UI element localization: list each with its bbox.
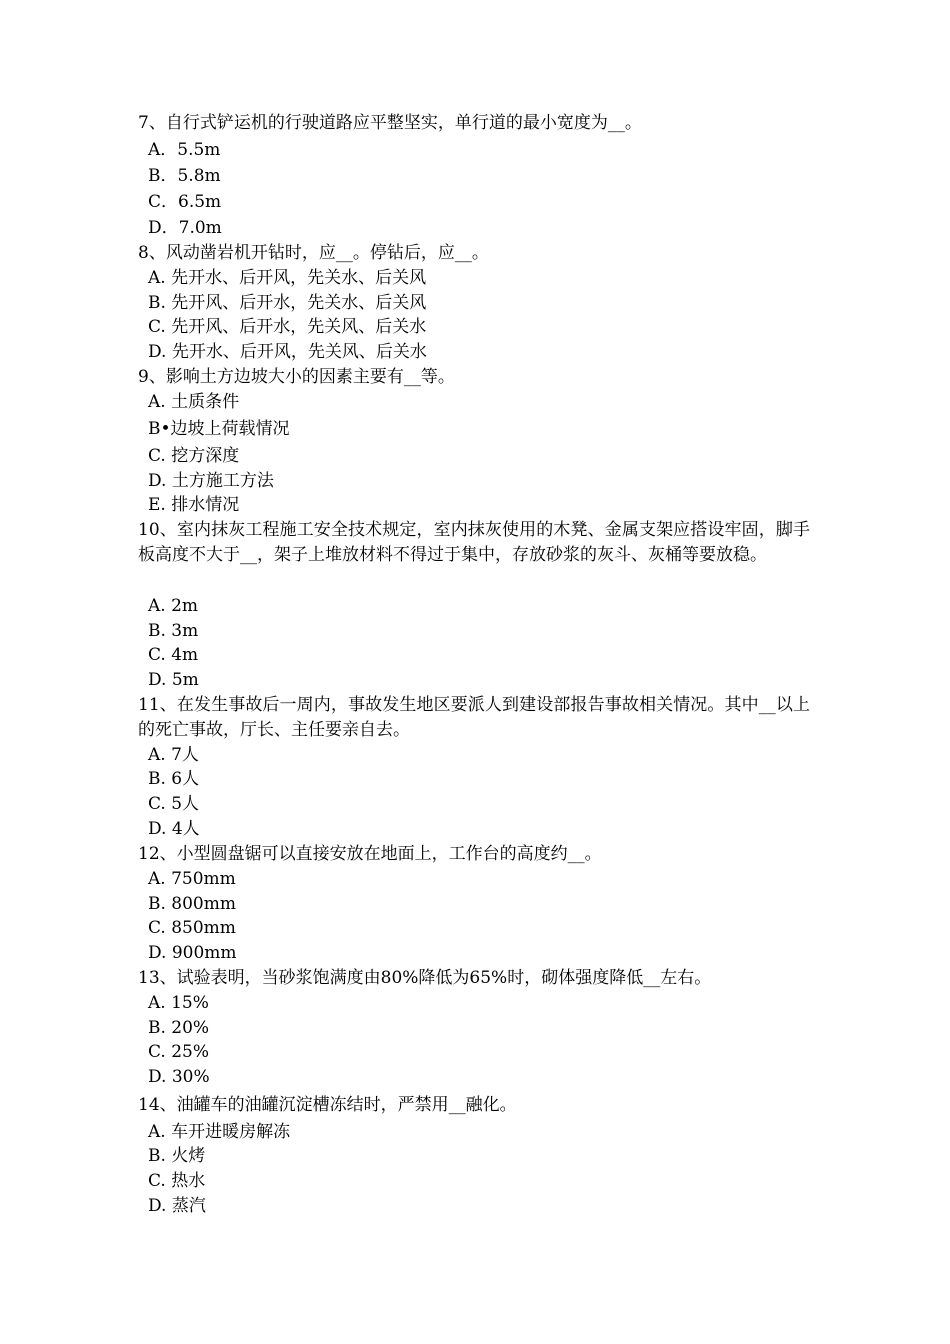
question-12: 12、小型圆盘锯可以直接安放在地面上，工作台的高度约__。 — [138, 844, 602, 864]
option-10d: D. 5m — [148, 670, 199, 690]
option-7a: A．5.5m — [148, 140, 221, 160]
option-13b: B. 20% — [148, 1018, 210, 1038]
option-11b: B. 6人 — [148, 769, 200, 789]
option-8c: C. 先开风、后开水，先关风、后关水 — [148, 317, 427, 337]
option-12c: C. 850mm — [148, 918, 236, 938]
option-12d: D. 900mm — [148, 943, 237, 963]
option-7b: B．5.8m — [148, 166, 221, 186]
option-9e: E. 排水情况 — [148, 495, 240, 515]
question-9: 9、影响土方边坡大小的因素主要有__等。 — [138, 367, 455, 387]
option-9a: A. 土质条件 — [148, 392, 240, 412]
option-11c: C. 5人 — [148, 794, 200, 814]
question-7: 7、自行式铲运机的行驶道路应平整坚实，单行道的最小宽度为__。 — [138, 113, 642, 133]
option-14d: D. 蒸汽 — [148, 1196, 206, 1216]
option-9b: B•边坡上荷载情况 — [148, 419, 290, 439]
option-11d: D. 4人 — [148, 819, 200, 839]
option-8b: B. 先开风、后开水，先关水、后关风 — [148, 293, 427, 313]
option-12a: A. 750mm — [148, 869, 236, 889]
option-9c: C. 挖方深度 — [148, 446, 240, 466]
option-7d: D．7.0m — [148, 218, 222, 238]
option-13c: C. 25% — [148, 1042, 209, 1062]
option-8a: A. 先开水、后开风，先关水、后关风 — [148, 268, 427, 288]
option-8d: D. 先开水、后开风，先关风、后关水 — [148, 342, 427, 362]
question-10: 10、室内抹灰工程施工安全技术规定，室内抹灰使用的木凳、金属支架应搭设牢固，脚手板高度不大于__，架子上堆放材料不得过于集中，存放砂浆的灰斗、灰桶等要放稳。 — [138, 520, 810, 565]
option-7c: C．6.5m — [148, 192, 222, 212]
question-8: 8、风动凿岩机开钻时，应__。停钻后，应__。 — [138, 243, 489, 263]
option-14a: A. 车开进暖房解冻 — [148, 1122, 291, 1142]
option-10a: A. 2m — [148, 596, 199, 616]
option-10c: C. 4m — [148, 645, 199, 665]
option-12b: B. 800mm — [148, 894, 236, 914]
option-10b: B. 3m — [148, 621, 199, 641]
question-11: 11、在发生事故后一周内，事故发生地区要派人到建设部报告事故相关情况。其中__以上的死亡事故，厅长、主任要亲自去。 — [138, 695, 810, 740]
option-9d: D. 土方施工方法 — [148, 471, 274, 491]
option-13d: D. 30% — [148, 1067, 210, 1087]
option-11a: A. 7人 — [148, 745, 199, 765]
question-13: 13、试验表明，当砂浆饱满度由80%降低为65%时，砌体强度降低__左右。 — [138, 968, 712, 988]
option-14c: C. 热水 — [148, 1171, 206, 1191]
question-14: 14、油罐车的油罐沉淀槽冻结时，严禁用__融化。 — [138, 1095, 517, 1115]
option-14b: B. 火烤 — [148, 1146, 206, 1166]
option-13a: A. 15% — [148, 993, 209, 1013]
